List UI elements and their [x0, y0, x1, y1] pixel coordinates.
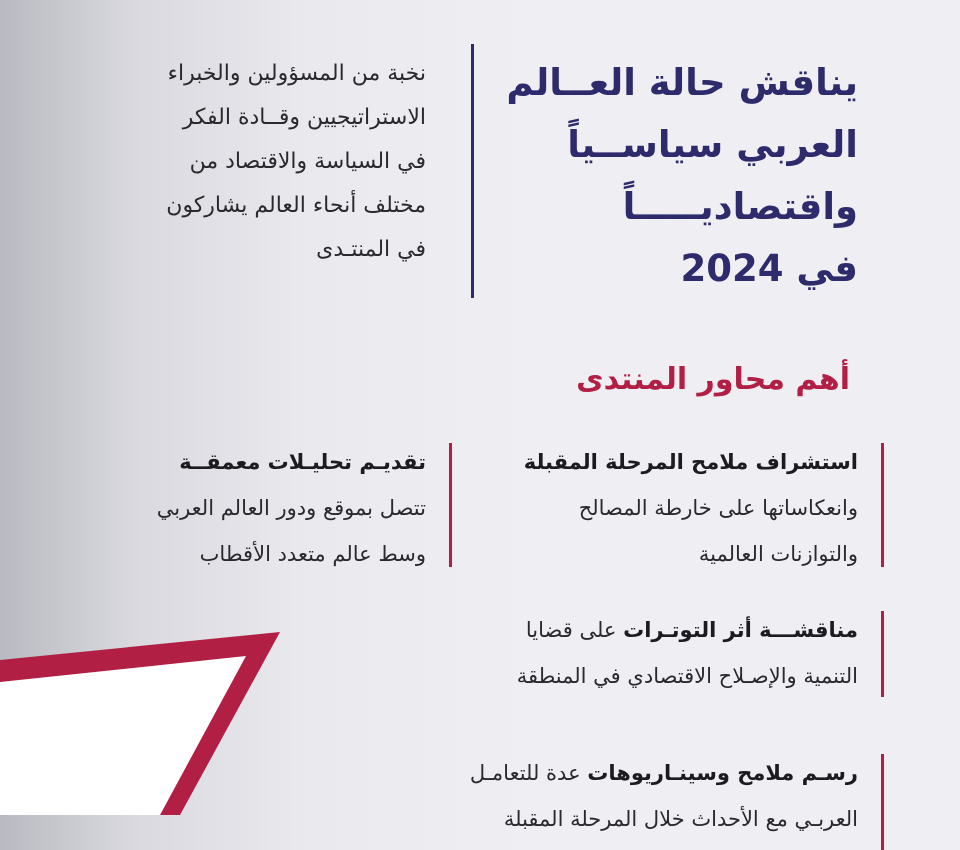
headline-line: في 2024 [680, 247, 858, 290]
pillar-item [384, 750, 884, 850]
decorative-shape [0, 620, 300, 815]
pillar-text: تتصل بموقع ودور العالم العربي [156, 496, 426, 520]
pillar-item [384, 607, 884, 697]
section-heading: أهم محاور المنتدى [576, 362, 850, 397]
pillar-text: وسط عالم متعدد الأقطاب [199, 542, 426, 566]
pillar-item [52, 439, 452, 567]
pillar-text: التنمية والإصـلاح الاقتصادي في المنطقة [516, 664, 858, 688]
headline-line: يناقش حالة العــالم [506, 61, 858, 104]
pillar-title: مناقشـــة أثر التوتـرات [623, 618, 858, 642]
intro-line: الاستراتيجيين وقــادة الفكر [182, 105, 426, 130]
pillar-text: العربـي مع الأحداث خلال المرحلة المقبلة [503, 807, 858, 831]
intro-line: نخبة من المسؤولين والخبراء [167, 61, 426, 86]
pillar-accent-bar [881, 611, 884, 697]
headline-line: واقتصاديـــــاً [622, 185, 858, 228]
pillar-accent-bar [449, 443, 452, 567]
pillar-accent-bar [881, 443, 884, 567]
intro-line: في السياسة والاقتصاد من [189, 149, 426, 174]
pillar-text: على قضايا [525, 618, 624, 642]
intro-line: في المنتـدى [316, 237, 426, 262]
pillar-item [464, 439, 884, 567]
intro-paragraph [66, 52, 426, 272]
pillar-title: استشراف ملامح المرحلة المقبلة [523, 450, 858, 474]
pillar-title: رسـم ملامح وسينـاريوهات [587, 761, 858, 785]
pillar-title: تقديـم تحليـلات معمقــة [179, 450, 426, 474]
pillar-text: عدة للتعامـل [469, 761, 588, 785]
pillar-accent-bar [881, 754, 884, 850]
pillar-text: والتوازنات العالمية [698, 542, 858, 566]
vertical-divider [471, 44, 474, 298]
intro-line: مختلف أنحاء العالم يشاركون [166, 193, 426, 218]
headline-line: العربي سياســياً [567, 123, 858, 166]
headline [498, 52, 858, 300]
pillar-text: وانعكاساتها على خارطة المصالح [578, 496, 858, 520]
